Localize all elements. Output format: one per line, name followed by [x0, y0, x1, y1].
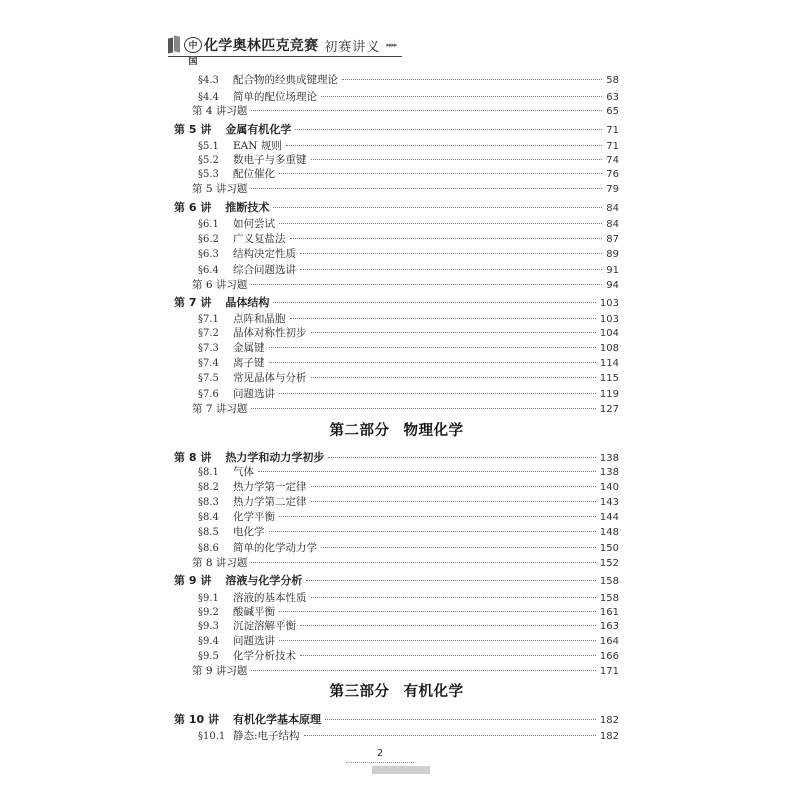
- lecture-title: 溶液与化学分析: [225, 574, 303, 587]
- page-ref: 161: [599, 607, 619, 618]
- page-ref: 152: [599, 558, 619, 569]
- section-number: §8.2: [198, 482, 219, 493]
- page-ref: 63: [606, 92, 619, 103]
- section-number: §9.3: [198, 621, 219, 632]
- lecture-title: 推断技术: [225, 201, 270, 214]
- part-title: 物理化学: [403, 422, 464, 439]
- lecture-number: 第 10 讲: [174, 713, 219, 726]
- toc-exercise-entry[interactable]: [192, 555, 619, 570]
- page-ref: 148: [599, 527, 619, 538]
- dot-leader: [295, 129, 602, 130]
- logo-icon: 中国: [184, 37, 202, 53]
- page-ref: 158: [599, 593, 619, 604]
- toc-lecture-entry[interactable]: [174, 199, 619, 215]
- section-title: EAN 规则: [233, 140, 282, 152]
- dot-leader: [304, 735, 596, 736]
- section-title: 简单的化学动力学: [233, 542, 317, 554]
- toc-section-entry[interactable]: [198, 540, 619, 555]
- page-ref: 94: [606, 280, 619, 291]
- dot-leader: [300, 625, 596, 626]
- toc-lecture-entry[interactable]: [174, 121, 619, 137]
- section-title: 离子键: [233, 357, 265, 369]
- toc-section-entry[interactable]: [198, 590, 619, 605]
- dot-leader: [269, 362, 596, 363]
- lecture-number: 第 6 讲: [174, 201, 212, 214]
- toc-section-entry[interactable]: [198, 509, 619, 524]
- lecture-title: 金属有机化学: [225, 123, 292, 136]
- section-number: §7.5: [198, 373, 219, 384]
- footer-dotted-rule: [346, 762, 414, 763]
- dot-leader: [321, 547, 596, 548]
- section-number: §5.2: [198, 155, 219, 166]
- page-number: 2: [376, 748, 384, 759]
- page-ref: 84: [606, 203, 619, 214]
- toc-lecture-entry[interactable]: [174, 449, 619, 465]
- section-title: 沉淀溶解平衡: [233, 620, 296, 632]
- lecture-title: 有机化学基本原理: [232, 713, 321, 726]
- part-heading: [174, 680, 619, 701]
- section-number: §8.1: [198, 467, 219, 478]
- page-ref: 71: [606, 125, 619, 136]
- toc-exercise-entry[interactable]: [192, 277, 619, 292]
- section-number: §5.3: [198, 169, 219, 180]
- page-ref: 138: [599, 453, 619, 464]
- toc-section-entry[interactable]: [198, 311, 619, 326]
- dot-leader: [269, 347, 596, 348]
- section-number: §9.1: [198, 593, 219, 604]
- section-number: §8.3: [198, 497, 219, 508]
- dot-leader: [279, 393, 596, 394]
- header-title: 化学奥林匹克竞赛: [204, 38, 319, 54]
- page-ref: 127: [599, 404, 619, 415]
- toc-lecture-entry[interactable]: [174, 572, 619, 588]
- section-title: 酸碱平衡: [233, 606, 275, 618]
- section-number: §7.4: [198, 358, 219, 369]
- dot-leader: [290, 318, 596, 319]
- page-ref: 158: [599, 576, 619, 587]
- section-number: §10.1: [198, 731, 226, 742]
- section-number: §9.2: [198, 607, 219, 618]
- part-number: 第二部分: [329, 422, 390, 439]
- page-ref: 65: [606, 106, 619, 117]
- toc-exercise-entry[interactable]: [192, 663, 619, 678]
- section-title: 热力学第一定律: [233, 481, 307, 493]
- section-title: 气体: [233, 466, 254, 478]
- page-ref: 91: [606, 265, 619, 276]
- dot-leader: [258, 471, 596, 472]
- dot-leader: [306, 580, 596, 581]
- part-title: 有机化学: [403, 683, 464, 700]
- section-number: §4.3: [198, 75, 219, 86]
- section-title: 数电子与多重键: [233, 154, 307, 166]
- section-title: 配位催化: [233, 168, 275, 180]
- dot-leader: [273, 207, 602, 208]
- page-ref: 119: [599, 389, 619, 400]
- page-ref: 79: [606, 184, 619, 195]
- section-title: 如何尝试: [233, 218, 275, 230]
- dot-leader: [279, 516, 596, 517]
- page-ref: 71: [606, 141, 619, 152]
- dot-leader: [251, 188, 602, 189]
- section-title: 化学分析技术: [233, 650, 296, 662]
- dot-leader: [269, 531, 596, 532]
- page-ref: 150: [599, 543, 619, 554]
- dot-leader: [251, 408, 596, 409]
- toc-section-entry[interactable]: [198, 370, 619, 385]
- toc-section-entry[interactable]: [198, 618, 619, 633]
- header-subtitle: 初赛讲义: [324, 39, 381, 55]
- lecture-number: 第 7 讲: [174, 296, 212, 309]
- page-ref: 74: [606, 155, 619, 166]
- page-ref: 143: [599, 497, 619, 508]
- page-ref: 164: [599, 636, 619, 647]
- dot-leader: [279, 611, 596, 612]
- section-title: 金属键: [233, 342, 265, 354]
- dot-leader: [311, 332, 596, 333]
- section-number: §6.1: [198, 219, 219, 230]
- section-number: §6.2: [198, 234, 219, 245]
- toc-section-entry[interactable]: [198, 633, 619, 648]
- section-number: §7.1: [198, 314, 219, 325]
- part-heading: [174, 419, 619, 440]
- toc-section-entry[interactable]: [198, 355, 619, 370]
- toc-lecture-entry[interactable]: [174, 711, 619, 727]
- lecture-title: 晶体结构: [225, 296, 270, 309]
- toc-exercise-entry[interactable]: [192, 181, 619, 196]
- section-title: 广义复盐法: [233, 233, 286, 245]
- toc-section-entry[interactable]: [198, 479, 619, 494]
- section-title: 点阵和晶胞: [233, 313, 286, 325]
- page-ref: 76: [606, 169, 619, 180]
- section-title: 配合物的经典成键理论: [233, 74, 338, 86]
- section-title: 问题选讲: [233, 388, 275, 400]
- toc-section-entry[interactable]: [198, 340, 619, 355]
- page-ref: 182: [599, 731, 619, 742]
- page-ref: 163: [599, 621, 619, 632]
- dot-leader: [251, 670, 596, 671]
- toc-section-entry[interactable]: [198, 231, 619, 246]
- section-title: 电化学: [233, 526, 265, 538]
- lecture-title: 热力学和动力学初步: [225, 451, 325, 464]
- page-ref: 58: [606, 75, 619, 86]
- exercise-title: 第 9 讲习题: [192, 665, 248, 677]
- section-number: §8.5: [198, 527, 219, 538]
- section-number: §8.4: [198, 512, 219, 523]
- section-title: 简单的配位场理论: [233, 91, 317, 103]
- exercise-title: 第 5 讲习题: [192, 183, 248, 195]
- page-ref: 138: [599, 467, 619, 478]
- toc-section-entry[interactable]: [198, 246, 619, 261]
- section-title: 结构决定性质: [233, 248, 296, 260]
- page-ref: 87: [606, 234, 619, 245]
- dot-leader: [311, 597, 596, 598]
- toc-section-entry[interactable]: [198, 494, 619, 509]
- lecture-number: 第 5 讲: [174, 123, 212, 136]
- arrow-ornament-icon: ▸▸▸▸: [386, 41, 397, 49]
- section-title: 常见晶体与分析: [233, 372, 307, 384]
- dot-leader: [300, 655, 596, 656]
- toc-exercise-entry[interactable]: [192, 401, 619, 416]
- dot-leader: [311, 159, 603, 160]
- dot-leader: [300, 269, 602, 270]
- dot-leader: [328, 457, 596, 458]
- page-ref: 182: [599, 715, 619, 726]
- section-title: 化学平衡: [233, 511, 275, 523]
- section-title: 热力学第二定律: [233, 496, 307, 508]
- page-ref: 140: [599, 482, 619, 493]
- section-number: §7.6: [198, 389, 219, 400]
- dot-leader: [279, 640, 596, 641]
- toc-section-entry[interactable]: [198, 89, 619, 104]
- page-ref: 84: [606, 219, 619, 230]
- dot-leader: [251, 284, 602, 285]
- toc-section-entry[interactable]: [198, 72, 619, 87]
- dot-leader: [251, 110, 602, 111]
- toc-section-entry[interactable]: [198, 464, 619, 479]
- section-title: 晶体对称性初步: [233, 327, 307, 339]
- dot-leader: [286, 145, 602, 146]
- section-number: §6.3: [198, 249, 219, 260]
- page-ref: 114: [599, 358, 619, 369]
- section-number: §7.3: [198, 343, 219, 354]
- section-title: 问题选讲: [233, 635, 275, 647]
- page-ref: 171: [599, 666, 619, 677]
- dot-leader: [311, 377, 596, 378]
- exercise-title: 第 7 讲习题: [192, 403, 248, 415]
- toc-section-entry[interactable]: [198, 386, 619, 401]
- exercise-title: 第 8 讲习题: [192, 557, 248, 569]
- exercise-title: 第 4 讲习题: [192, 105, 248, 117]
- section-number: §6.4: [198, 265, 219, 276]
- dot-leader: [300, 253, 602, 254]
- dot-leader: [321, 96, 602, 97]
- page-ref: 89: [606, 249, 619, 260]
- section-number: §5.1: [198, 141, 219, 152]
- page-ref: 104: [599, 328, 619, 339]
- dot-leader: [290, 238, 603, 239]
- page-ref: 144: [599, 512, 619, 523]
- toc-lecture-entry[interactable]: [174, 294, 619, 310]
- toc-section-entry[interactable]: [198, 604, 619, 619]
- toc-section-entry[interactable]: [198, 648, 619, 663]
- footer-bar: [372, 766, 430, 774]
- part-number: 第三部分: [329, 683, 390, 700]
- toc-section-entry[interactable]: [198, 524, 619, 539]
- section-number: §9.5: [198, 651, 219, 662]
- page-ref: 108: [599, 343, 619, 354]
- toc-exercise-entry[interactable]: [192, 103, 619, 118]
- toc-section-entry[interactable]: [198, 152, 619, 167]
- page-ref: 115: [599, 373, 619, 384]
- section-number: §9.4: [198, 636, 219, 647]
- dot-leader: [311, 486, 596, 487]
- dot-leader: [251, 562, 596, 563]
- toc-section-entry[interactable]: [198, 216, 619, 231]
- page-ref: 103: [599, 298, 619, 309]
- section-title: 综合问题选讲: [233, 264, 296, 276]
- section-title: 静态:电子结构: [233, 730, 300, 742]
- toc-section-entry[interactable]: [198, 325, 619, 340]
- dot-leader: [279, 223, 602, 224]
- toc-section-entry[interactable]: [198, 262, 619, 277]
- dot-leader: [273, 302, 596, 303]
- toc-section-entry[interactable]: [198, 138, 619, 153]
- lecture-number: 第 8 讲: [174, 451, 212, 464]
- section-number: §4.4: [198, 92, 219, 103]
- section-number: §8.6: [198, 543, 219, 554]
- dot-leader: [342, 79, 602, 80]
- lecture-number: 第 9 讲: [174, 574, 212, 587]
- toc-section-entry[interactable]: [198, 166, 619, 181]
- exercise-title: 第 6 讲习题: [192, 279, 248, 291]
- section-title: 溶液的基本性质: [233, 592, 307, 604]
- dot-leader: [311, 501, 596, 502]
- section-number: §7.2: [198, 328, 219, 339]
- toc-section-entry[interactable]: [198, 728, 619, 743]
- page-ref: 103: [599, 314, 619, 325]
- dot-leader: [325, 719, 596, 720]
- dot-leader: [279, 173, 602, 174]
- page-ref: 166: [599, 651, 619, 662]
